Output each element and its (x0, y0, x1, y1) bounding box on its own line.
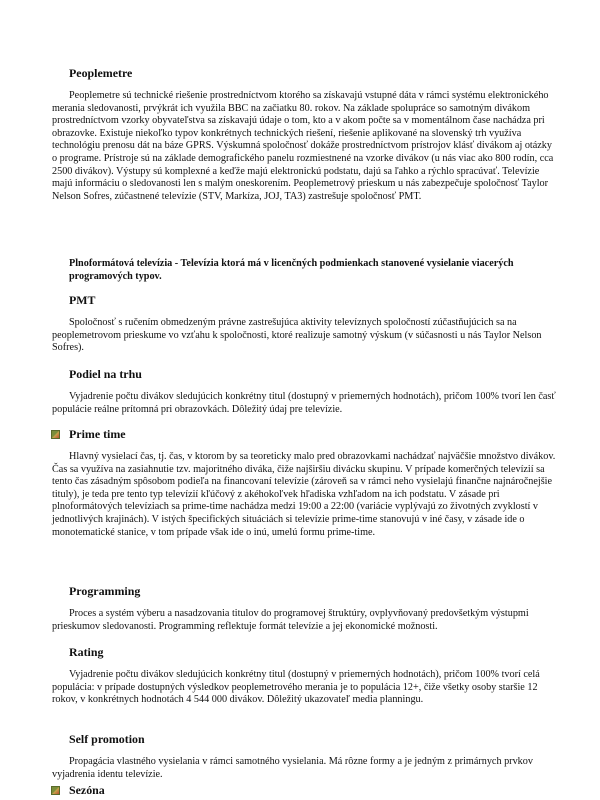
section-title-prime-time: Prime time (69, 427, 126, 441)
paragraph-pmt: Spoločnosť s ručením obmedzeným právne zastrešujúca aktivity televíznych spoločností zúčastňujúcich sa na peoplemetrovom prieskume vo vzťahu k spoločnosti, ktoré realizuje samotný výskum (v súčasnosti u nás Taylor Nelson Sofres). (52, 317, 542, 354)
paragraph-prime-time: Hlavný vysielací čas, tj. čas, v ktorom by sa teoreticky malo pred obrazovkami nachádzať najväčšie množstvo divákov. Čas sa využíva na zasiahnutie tzv. majoritného diváka, čiže najširšiu divácku skupinu. V prípade komerčných televízií sa tento čas zásadným spôsobom podieľa na financovaní televízie (zároveň sa v rámci neho vysielajú finančne najnáročnejšie tituly), je teda pre tento typ televízií kľúčový z akéhokoľvek hľadiska vzhľadom na ich podstatu. V zásade pri plnoformátových televíziach sa prime-time nachádza medzi 19:00 a 22:00 (variácie vyplývajú zo životných zvyklostí v jednotlivých krajinách). V istých špecifických situáciách si televízie prime-time stanovujú v iné časy, v zásade ide o monotematické stanice, v tom prípade však ide o inú, umelú formu prime-time. (52, 451, 556, 538)
paragraph-peoplemetre: Peoplemetre sú technické riešenie prostredníctvom ktorého sa získavajú vstupné dáta v rámci systému elektronického merania sledovanosti, prvýkrát ich využila BBC na začiatku 80. rokov. Na základe spolupráce so samotným divákom prostredníctvom vzorky obyvateľstva sa získavajú údaje o tom, kto a v akom počte sa v momentálnom čase nachádza pri obrazovke. Existuje niekoľko typov konkrétnych technických riešení, riešenie aplikované na slovenský trh využíva technológiu prenosu dát na báze GPRS. Výskumná spoločnosť dokáže prostredníctvom prístrojov klásť divákom aj otázky o programe. Prístroje sú na základe demografického panelu rozmiestnené na vzorke divákov (u nás viac ako 800 rodín, cca 2500 divákov). Výstupy sú komplexné a keďže majú elektronickú podstatu, dajú sa ľahko a rýchlo spracúvať. Televízie majú informáciu o sledovanosti len s malým oneskorením. Peoplemetrový prieskum u nás zabezpečuje spoločnosť Taylor Nelson Sofres, zúčastnené televízie (STV, Markíza, JOJ, TA3) zastrešuje spoločnosť PMT. (52, 90, 554, 202)
paragraph-plnoformatova-televizia: Plnoformátová televízia - Televízia ktorá má v licenčných podmienkach stanovené vysielanie viacerých programových typov. (69, 258, 514, 282)
document-bullet-icon (51, 786, 60, 795)
section-title-programming: Programming (69, 584, 141, 598)
paragraph-programming: Proces a systém výberu a nasadzovania titulov do programovej štruktúry, ovplyvňovaný predovšetkým výstupmi prieskumov sledovanosti. Programming reflektuje formát televízie a jej ekonomické možnosti. (52, 608, 529, 632)
section-title-rating: Rating (69, 645, 104, 659)
document-bullet-icon (51, 430, 60, 439)
section-title-pmt: PMT (69, 293, 96, 307)
paragraph-self-promotion: Propagácia vlastného vysielania v rámci samotného vysielania. Má rôzne formy a je jedným z primárnych prvkov vyjadrenia identu televízie. (52, 756, 533, 780)
section-title-sezona: Sezóna (69, 783, 105, 797)
paragraph-rating: Vyjadrenie počtu divákov sledujúcich konkrétny titul (dostupný v priemerných hodnotách), pričom 100% tvorí celá populácia: v prípade dostupných výsledkov peoplemetrového merania je to populácia 12+, čiže všetky osoby staršie 12 rokov, v konkrétnych hodnotách 4 544 000 divákov. Dôležitý ukazovateľ media planningu. (52, 669, 540, 706)
paragraph-podiel-na-trhu: Vyjadrenie počtu divákov sledujúcich konkrétny titul (dostupný v priemerných hodnotách), pričom 100% tvorí len časť populácie reálne prítomná pri obrazovkách. Dôležitý údaj pre televízie. (52, 391, 556, 415)
section-title-podiel-na-trhu: Podiel na trhu (69, 367, 142, 381)
section-title-peoplemetre: Peoplemetre (69, 66, 133, 80)
section-title-self-promotion: Self promotion (69, 732, 145, 746)
